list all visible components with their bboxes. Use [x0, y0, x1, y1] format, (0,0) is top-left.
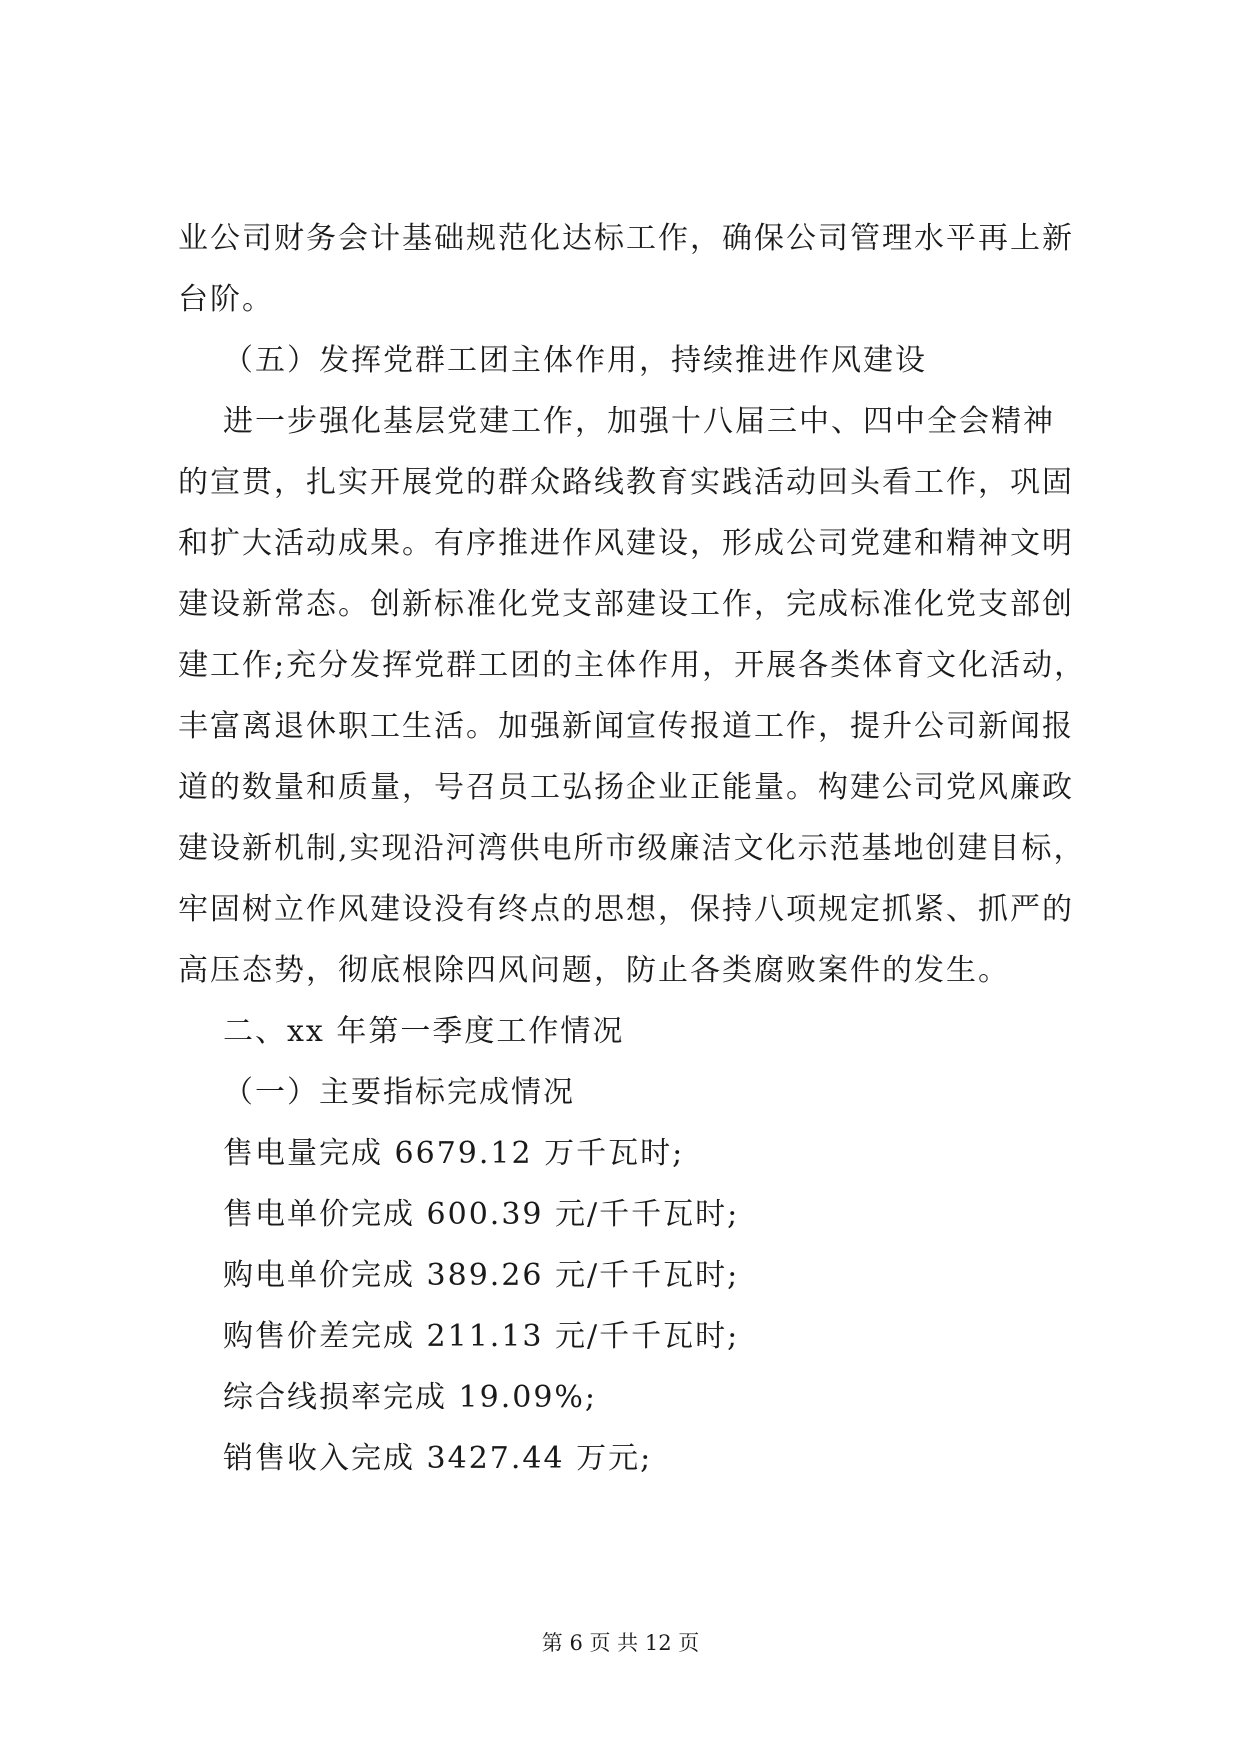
text-line: 售电量完成 6679.12 万千瓦时;: [223, 1136, 685, 1171]
text-line: 高压态势，彻底根除四风问题，防止各类腐败案件的发生。: [178, 953, 1010, 988]
text-line: 丰富离退休职工生活。加强新闻宣传报道工作，提升公司新闻报: [178, 709, 1074, 744]
text-line: 售电单价完成 600.39 元/千千瓦时;: [223, 1197, 740, 1232]
text-line: 牢固树立作风建设没有终点的思想，保持八项规定抓紧、抓严的: [178, 892, 1074, 927]
text-line: 建工作;充分发挥党群工团的主体作用，开展各类体育文化活动，: [178, 648, 1087, 683]
text-line: 和扩大活动成果。有序推进作风建设，形成公司党建和精神文明: [178, 526, 1074, 561]
text-line: 购电单价完成 389.26 元/千千瓦时;: [223, 1258, 740, 1293]
text-line: 进一步强化基层党建工作，加强十八届三中、四中全会精神: [223, 404, 1055, 439]
text-line: 二、xx 年第一季度工作情况: [223, 1014, 625, 1049]
text-line: 建设新机制,实现沿河湾供电所市级廉洁文化示范基地创建目标，: [178, 831, 1086, 866]
text-line: 台阶。: [178, 282, 274, 317]
page-footer: 第 6 页 共 12 页: [541, 1631, 700, 1655]
text-line: 建设新常态。创新标准化党支部建设工作，完成标准化党支部创: [178, 587, 1074, 622]
text-line: 业公司财务会计基础规范化达标工作，确保公司管理水平再上新: [178, 221, 1074, 256]
text-line: 综合线损率完成 19.09%;: [223, 1380, 598, 1415]
text-line: 购售价差完成 211.13 元/千千瓦时;: [223, 1319, 740, 1354]
text-line: （五）发挥党群工团主体作用，持续推进作风建设: [223, 343, 927, 378]
text-line: 销售收入完成 3427.44 万元;: [223, 1441, 653, 1476]
text-line: 道的数量和质量，号召员工弘扬企业正能量。构建公司党风廉政: [178, 770, 1074, 805]
text-line: （一）主要指标完成情况: [223, 1075, 575, 1110]
text-line: 的宣贯，扎实开展党的群众路线教育实践活动回头看工作，巩固: [178, 465, 1074, 500]
document-body: [178, 208, 1087, 1489]
